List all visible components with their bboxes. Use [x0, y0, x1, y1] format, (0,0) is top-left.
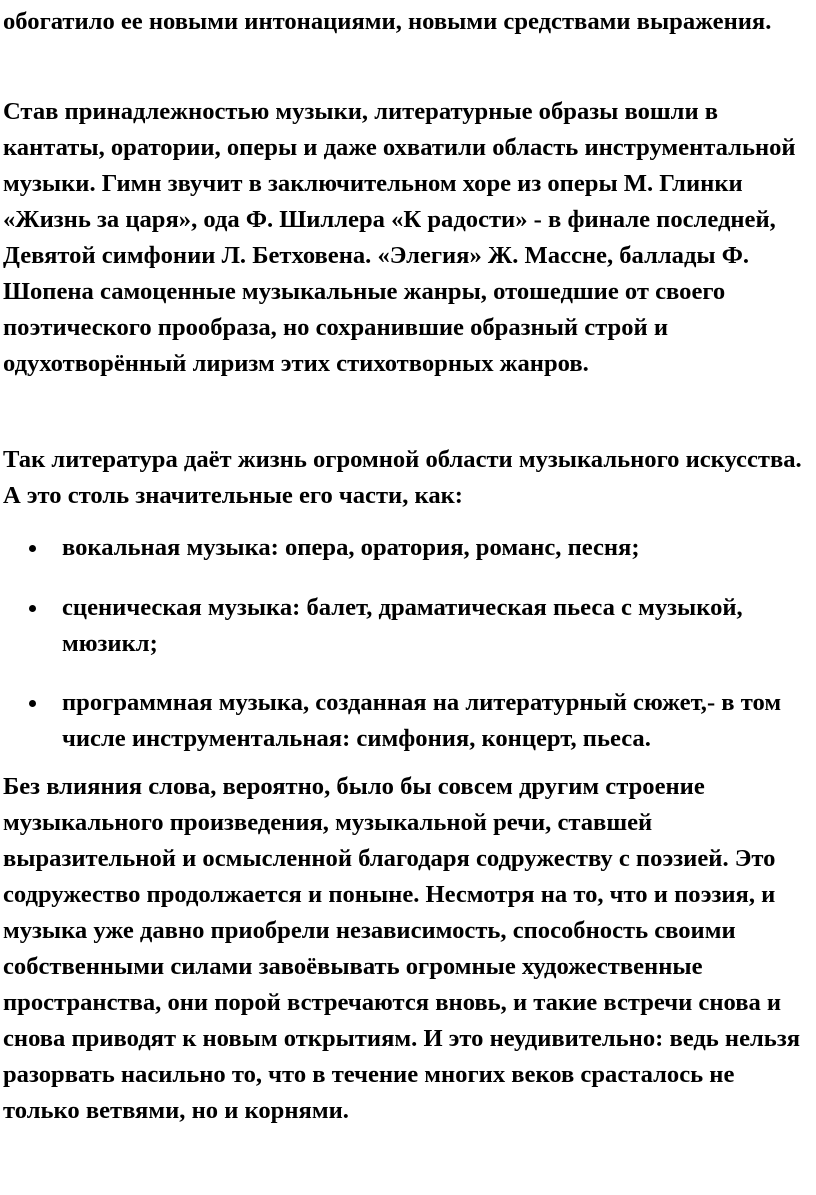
paragraph-literature-gives-life: Так литература даёт жизнь огромной области музыкального искусства. А это столь значительные его части, как: — [3, 446, 802, 509]
list-item-text: сценическая музыка: балет, драматическая пьеса с музыкой, мюзикл; — [62, 594, 743, 657]
paragraph-continuation: обогатило ее новыми интонациями, новыми средствами выражения. — [3, 8, 772, 35]
paragraph-closing: Без влияния слова, вероятно, было бы совсем другим строение музыкального произведения, музыкальной речи, ставшей выразительной и осмысленной благодаря содружеству с поэзией. Это содружество продолжается и поныне. Несмотря на то, что и поэзия, и музыка уже давно приобрели независимость, способность своими собственными силами завоёвывать огромные художественные пространства, они порой встречаются вновь, и такие встречи снова и снова приводят к новым открытиям. И это неудивительно: ведь нельзя разорвать насильно то, что в течение многих веков срасталось не только ветвями, но и корнями. — [3, 773, 801, 1124]
list-item — [0, 590, 812, 662]
bullet-icon — [29, 545, 36, 552]
bullet-icon — [29, 700, 36, 707]
list-item — [0, 685, 812, 757]
list-item-text: программная музыка, созданная на литературный сюжет,- в том числе инструментальная: симфония, концерт, пьеса. — [62, 689, 782, 752]
list-item — [0, 530, 812, 566]
paragraph-literary-images: Став принадлежностью музыки, литературные образы вошли в кантаты, оратории, оперы и даже охватили область инструментальной музыки. Гимн звучит в заключительном хоре из оперы М. Глинки «Жизнь за царя», ода Ф. Шиллера «К радости» - в финале последней, Девятой симфонии Л. Бетховена. «Элегия» Ж. Массне, баллады Ф. Шопена самоценные музыкальные жанры, отошедшие от своего поэтического прообраза, но сохранившие образный строй и одухотворённый лиризм этих стихотворных жанров. — [3, 98, 796, 377]
list-item-text: вокальная музыка: опера, оратория, романс, песня; — [62, 534, 640, 561]
bullet-icon — [29, 605, 36, 612]
